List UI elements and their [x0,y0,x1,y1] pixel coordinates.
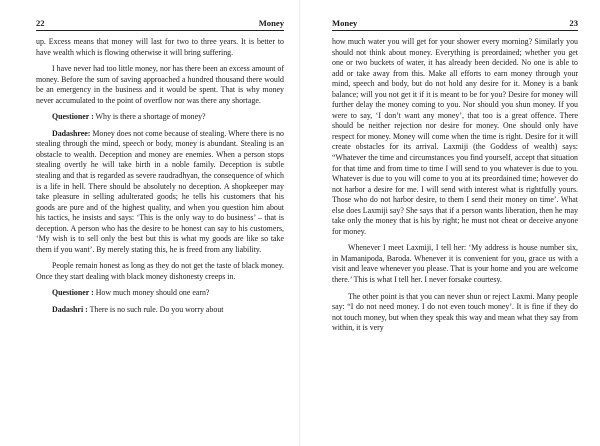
paragraph: up. Excess means that money will last for two to three years. It is better to have wealth which is flowing otherwise it will bring suffering. [36,37,284,57]
right-page-header [332,18,578,31]
speaker-label: Questioner : [52,288,94,298]
speaker-label: Dadashri : [52,305,88,315]
paragraph: People remain honest as long as they do not get the taste of black money. Once they start dealing with black money dishonesty creeps in. [36,261,284,281]
speaker-label: Dadashree: [52,128,91,138]
paragraph: Dadashree: Money does not come because of stealing. Where there is no stealing through the mind, speech or body, money is abundant. Stealing is an obstacle to wealth. Deception and money are enemies. When a person stops stealing overtly he will take birth in a noble family. Deception is subtle stealing and that is regarded as severe raudradhyan, the consequence of which is a life in hell. There should be absolutely no deception. A shopkeeper may take pleasure in selling adulterated goods; he tells his customers that his goods are pure and of the highest quality, and when you question him about his tactics, he insists and says: ‘This is the only way to do business’ – that is deception. A person who has the desire to be honest can say to his customers, ‘My wish is to sell only the best but this is what my goods are like so take them if you want’. By merely stating this, he is freed from any liability. [36,128,284,254]
paragraph: how much water you will get for your shower every morning? Similarly you should not think about money. Everything is preordained; whether you get one or two buckets of water, it has already been decided. No one is able to add or take away from this. Make all efforts to earn money through your mind, speech and body, but do not hold any desire for it. Money is a bank balance; will you not get it if it is meant to be for you? Desire for money will further delay the money coming to you. Nor should you shun money. If you were to say, ‘I don’t want any money’, that too is a great offence. There should be neither rejection nor desire for money. One should only have respect for money. Money will come when the time is right. Desire for it will create obstacles for its arrival. Laxmiji (the Goddess of wealth) says: “Whatever the time and circumstances you find yourself, accept that situation for that time and from time to time I will send to you whatever is due to you. Whatever is due to you will come to you at its preordained time; however do not harbor a desire for me. I will send with interest what is rightfully yours. Those who do not harbor desire, to them I send their money on time’. What else does Laxmiji say? She says that if a person wants liberation, then he may take only the money that is his by right; he must not cheat or deceive anyone for money. [332,37,578,236]
paragraph: Dadashri : There is no such rule. Do you worry about [52,305,224,315]
right-running-head: Money [332,18,358,28]
paragraph: I have never had too little money, nor has there been an excess amount of money. Before the sum of saving approached a hundred thousand there would be an emergency in the business and it would be spent. That is why money never accumulated to the point of overflow nor was there any shortage. [36,64,284,105]
right-page [300,0,600,446]
left-page-number: 22 [36,18,45,28]
paragraph: The other point is that you can never shun or reject Laxmi. Many people say: “I do not need money. I do not even touch money’. It is fine if they do not touch money, but when they speak this way and mean what they say from within, it is very [332,291,578,333]
speaker-label: Questioner : [52,112,94,122]
paragraph: Whenever I meet Laxmiji, I tell her: ‘My address is house number six, in Mamanipoda, Baroda. Whenever it is convenient for you, grace us with a visit and leave whenever you please. That is your home and you are welcome there.’ This is what I tell her. I never forsake courtesy. [332,243,578,285]
right-page-body [332,37,578,334]
left-page-body [36,37,284,316]
left-page-header [36,18,284,31]
paragraph: Questioner : How much money should one earn? [52,288,210,298]
right-page-number: 23 [569,18,578,28]
left-running-head: Money [258,18,284,28]
paragraph: Questioner : Why is there a shortage of money? [52,112,206,122]
